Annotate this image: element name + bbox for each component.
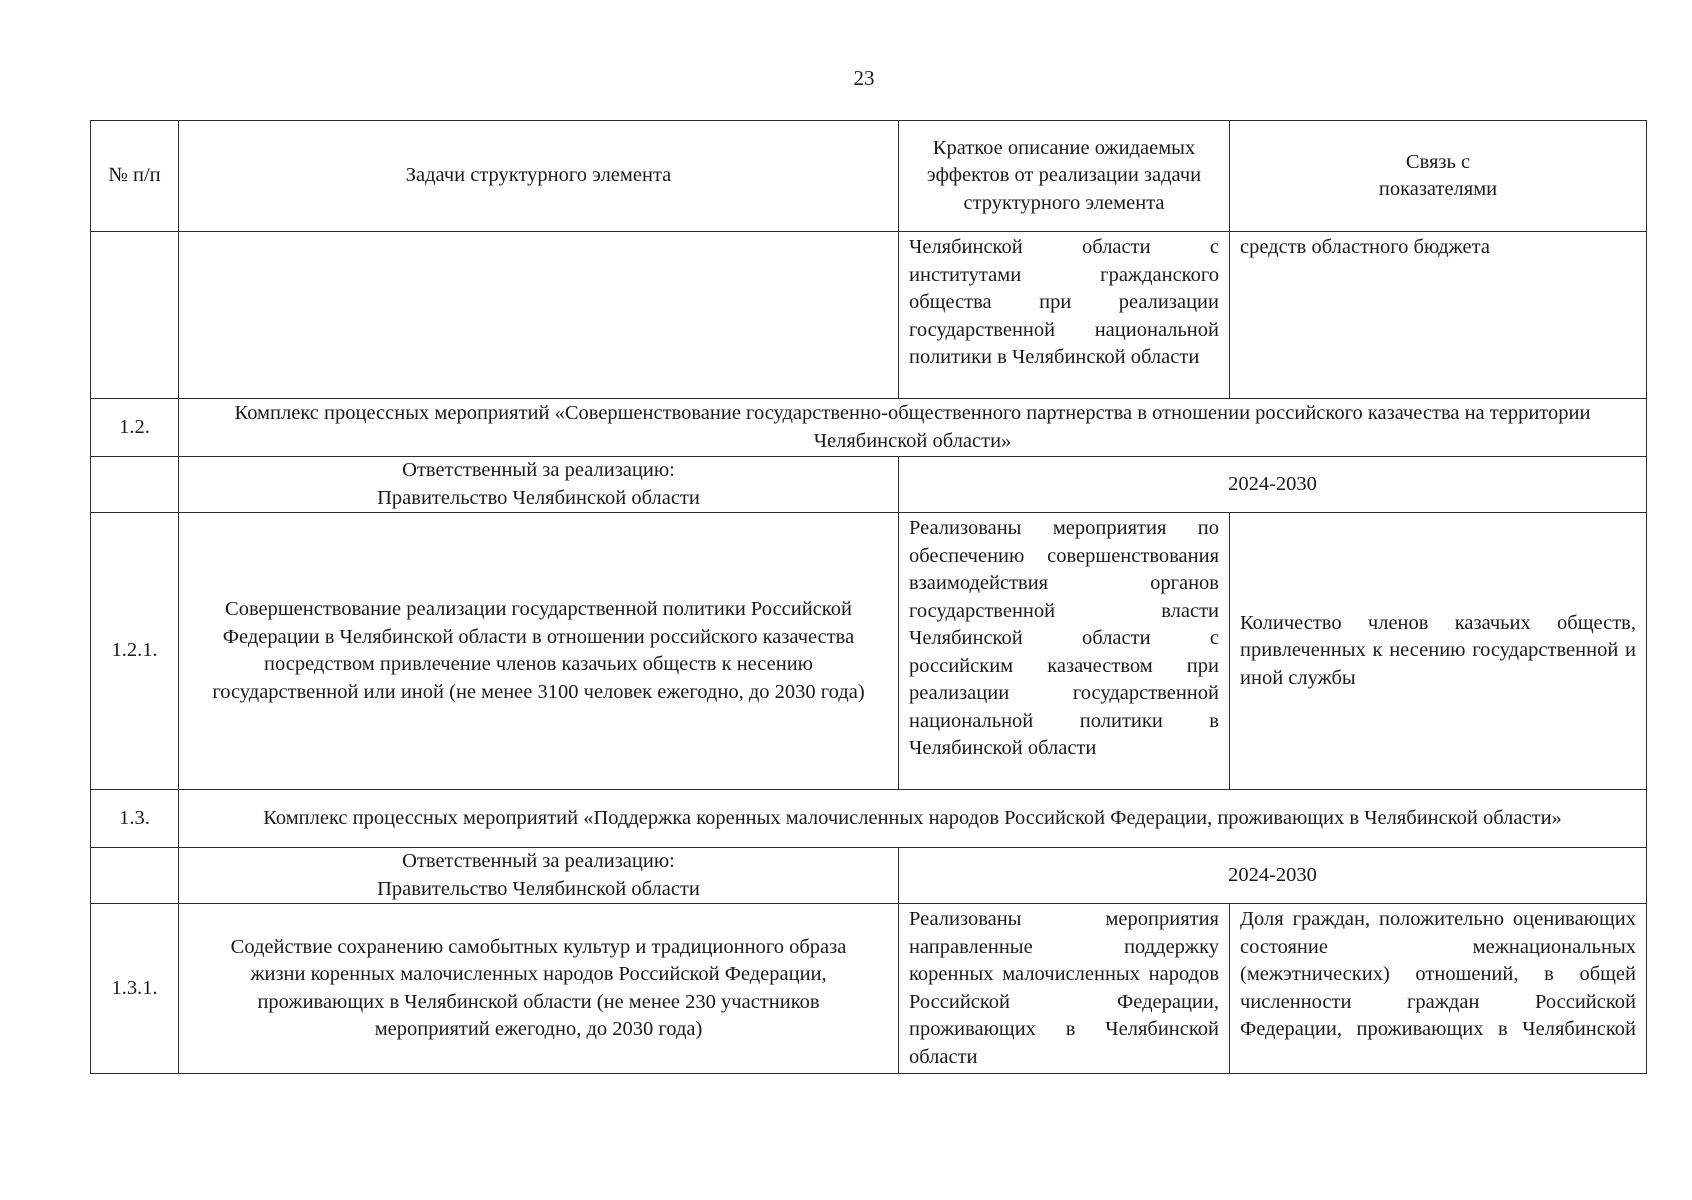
task-row-1-3-1 — [91, 904, 1647, 1074]
cont-link-cell: средств областного бюджета — [1230, 232, 1647, 399]
header-row — [91, 121, 1647, 232]
task-num: 1.3.1. — [91, 904, 179, 1074]
task-effect: Реализованы мероприятия направленные поддержку коренных малочисленных народов Российской Федерации, проживающих в Челябинской области — [899, 904, 1230, 1074]
responsible-cell — [179, 848, 899, 904]
cont-effect-cell: Челябинской области с институтами гражданского общества при реализации государственной национальной политики в Челябинской области — [899, 232, 1230, 399]
responsible-num-cell — [91, 457, 179, 513]
period-cell: 2024-2030 — [899, 457, 1647, 513]
responsible-cell — [179, 457, 899, 513]
page-number: 23 — [853, 66, 875, 90]
task-text: Содействие сохранению самобытных культур и традиционного образа жизни коренных малочисленных народов Российской Федерации, проживающих в Челябинской области (не менее 230 участников мероприятий ежегодно, до 2030 года) — [179, 904, 899, 1074]
header-link: Связь с показателями — [1230, 121, 1647, 232]
task-link: Доля граждан, положительно оценивающих состояние межнациональных (межэтнических) отношений, в общей численности граждан Российской Федерации, проживающих в Челябинской — [1230, 904, 1647, 1074]
responsible-label: Ответственный за реализацию: — [402, 459, 675, 481]
section-title: Комплекс процессных мероприятий «Поддержка коренных малочисленных народов Российской Федерации, проживающих в Челябинской области» — [179, 790, 1647, 848]
responsible-org: Правительство Челябинской области — [377, 877, 700, 900]
section-num: 1.2. — [91, 399, 179, 457]
cont-num-cell — [91, 232, 179, 399]
section-row-1-2 — [91, 399, 1647, 457]
responsible-org: Правительство Челябинской области — [377, 486, 700, 509]
header-num: № п/п — [91, 121, 179, 232]
task-row-1-2-1 — [91, 513, 1647, 790]
period-cell: 2024-2030 — [899, 848, 1647, 904]
responsible-row-1-2 — [91, 457, 1647, 513]
task-effect: Реализованы мероприятия по обеспечению совершенствования взаимодействия органов государственной власти Челябинской области с российским казачеством при реализации государственной национальной политики в Челябинской области — [899, 513, 1230, 790]
header-effects: Краткое описание ожидаемых эффектов от реализации задачи структурного элемента — [899, 121, 1230, 232]
responsible-label: Ответственный за реализацию: — [402, 850, 675, 872]
responsible-row-1-3 — [91, 848, 1647, 904]
section-num: 1.3. — [91, 790, 179, 848]
structural-element-table — [90, 120, 1647, 1074]
section-row-1-3 — [91, 790, 1647, 848]
section-title: Комплекс процессных мероприятий «Совершенствование государственно-общественного партнерства в отношении российского казачества на территории Челябинской области» — [179, 399, 1647, 457]
task-link: Количество членов казачьих обществ, привлеченных к несению государственной и иной службы — [1230, 513, 1647, 790]
task-text: Совершенствование реализации государственной политики Российской Федерации в Челябинской области в отношении российского казачества посредством привлечение членов казачьих обществ к несению государственной или иной (не менее 3100 человек ежегодно, до 2030 года) — [179, 513, 899, 790]
header-tasks: Задачи структурного элемента — [179, 121, 899, 232]
cont-task-cell — [179, 232, 899, 399]
continuation-row — [91, 232, 1647, 399]
task-num: 1.2.1. — [91, 513, 179, 790]
responsible-num-cell — [91, 848, 179, 904]
